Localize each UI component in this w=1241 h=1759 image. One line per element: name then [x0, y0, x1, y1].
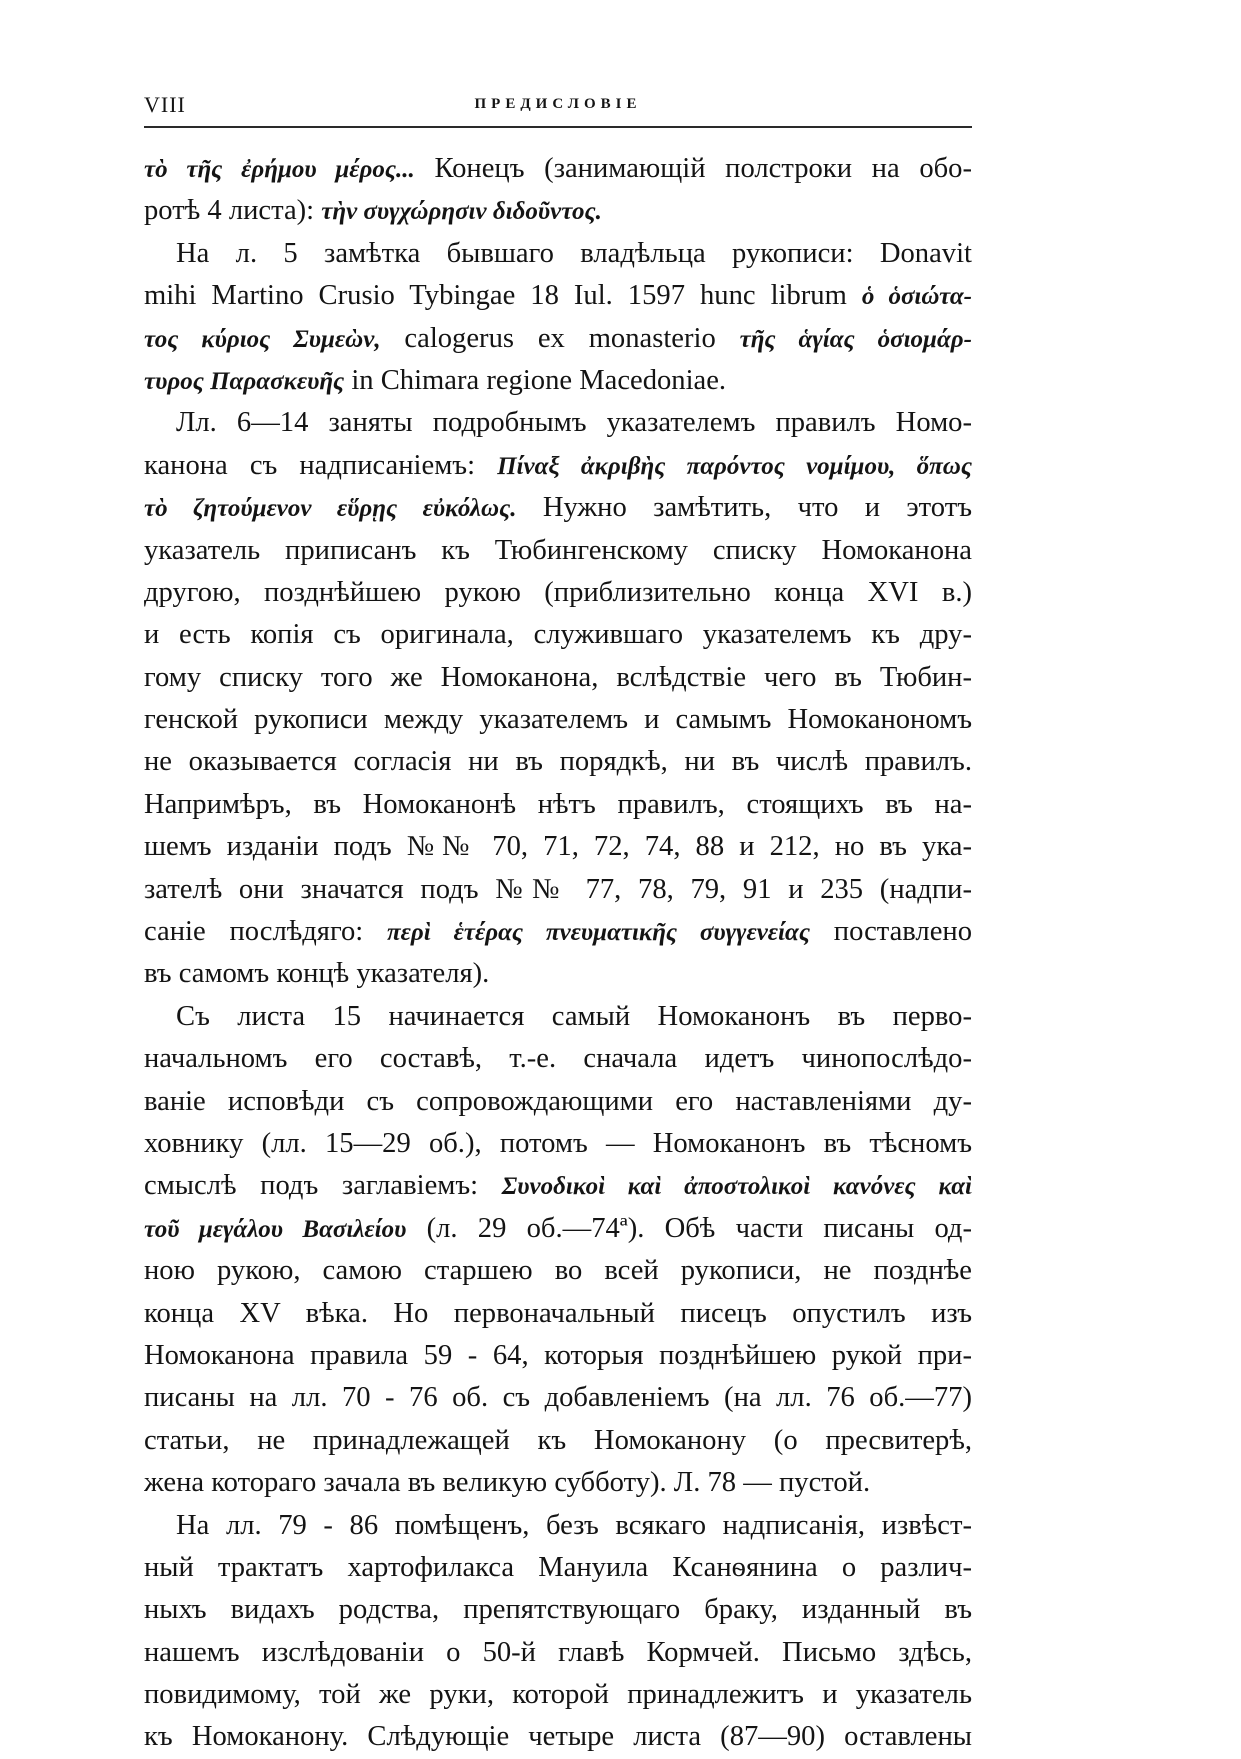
paragraph [144, 148, 972, 233]
text-segment: начальномъ его составѣ, т.-е. сначала идетъ чинопослѣдо- [144, 1043, 972, 1075]
greek-quotation: τὴν συγχώρησιν διδοῦντος. [321, 198, 602, 226]
text-line [144, 1123, 972, 1165]
text-line [144, 233, 972, 275]
text-line [144, 1420, 972, 1462]
text-line [144, 699, 972, 741]
greek-quotation: ὁ ὁσιώτα- [861, 283, 972, 311]
text-segment: нашемъ изслѣдованіи о 50-й главѣ Кормчей. Письмо здѣсь, [144, 1636, 972, 1668]
paragraph [144, 1505, 972, 1759]
text-line [144, 1632, 972, 1674]
text-segment: шемъ изданіи подъ №№ 70, 71, 72, 74, 88 и 212, но въ ука- [144, 831, 972, 863]
text-line [144, 741, 972, 783]
text-segment: саніе послѣдяго: [144, 916, 387, 948]
text-line [144, 530, 972, 572]
text-line [144, 1335, 972, 1377]
greek-quotation: τυρος Παρασκευῆς [144, 367, 345, 395]
text-line [144, 1674, 972, 1716]
text-segment: ротѣ 4 листа): [144, 195, 322, 227]
text-segment: гому списку того же Номоканона, вслѣдствіе чего въ Тюбин- [144, 661, 972, 693]
text-segment: in Chimara regione Macedoniae. [344, 364, 727, 396]
text-line [144, 784, 972, 826]
text-line [144, 1462, 972, 1504]
running-head [144, 92, 972, 128]
page [144, 92, 972, 1759]
greek-quotation: περὶ ἑτέρας πνευματικῆς συγγενείας [386, 919, 810, 947]
greek-quotation: τὸ ζητούμενον εὕρῃς εὐκόλως. [144, 495, 517, 523]
text-segment: ною рукою, самою старшею во всей рукописи, не позднѣе [144, 1255, 972, 1287]
text-segment: поставлено [809, 916, 972, 948]
text-segment: зателѣ они значатся подъ №№ 77, 78, 79, 91 и 235 (надпи- [144, 873, 972, 905]
text-line [144, 1165, 972, 1207]
text-segment: канона съ надписаніемъ: [144, 449, 498, 481]
text-segment: ный трактатъ хартофилакса Мануила Ксанѳянина о различ- [144, 1551, 972, 1583]
text-line [144, 148, 972, 190]
text-line [144, 1038, 972, 1080]
page-number: VIII [144, 92, 186, 117]
greek-quotation: τὸ τῆς ἐρήμου μέρος... [144, 156, 415, 183]
text-line [144, 1589, 972, 1631]
text-line [144, 953, 972, 995]
text-segment: Нужно замѣтить, что и этотъ [516, 492, 972, 524]
text-line [144, 869, 972, 911]
text-line [144, 572, 972, 614]
text-line [144, 360, 972, 402]
greek-quotation: τῆς ἁγίας ὁσιομάρ- [739, 325, 972, 353]
text-line [144, 614, 972, 656]
paragraph [144, 233, 972, 403]
text-line [144, 911, 972, 953]
text-segment: Конецъ (занимающій полстроки на обо- [414, 153, 972, 184]
text-segment: къ Номоканону. Слѣдующіе четыре листа (87—90) оставлены [144, 1721, 972, 1753]
text-segment: Напримѣръ, въ Номоканонѣ нѣтъ правилъ, стоящихъ въ на- [144, 788, 972, 820]
text-segment: На л. 5 замѣтка бывшаго владѣльца рукописи: Donavit [176, 237, 972, 269]
text-line [144, 826, 972, 868]
text-segment: повидимому, той же руки, которой принадлежитъ и указатель [144, 1679, 972, 1711]
text-line [144, 1208, 972, 1250]
text-segment: жена котораго зачала въ великую субботу). Л. 78 — пустой. [144, 1467, 871, 1499]
text-segment: въ самомъ концѣ указателя). [144, 958, 490, 990]
text-line [144, 1081, 972, 1123]
text-segment: генской рукописи между указателемъ и самымъ Номоканономъ [144, 704, 972, 736]
text-segment: ховнику (лл. 15—29 об.), потомъ — Номоканонъ въ тѣсномъ [144, 1127, 972, 1159]
text-segment: (л. 29 об.—74ª). Обѣ части писаны од- [406, 1212, 972, 1244]
text-line [144, 1505, 972, 1547]
text-line [144, 1547, 972, 1589]
text-segment: указатель приписанъ къ Тюбингенскому списку Номоканона [144, 534, 972, 566]
text-line [144, 487, 972, 529]
running-title: ПРЕДИСЛОВІЕ [474, 96, 642, 112]
body-text [144, 148, 972, 1759]
text-line [144, 190, 972, 232]
greek-quotation: τος κύριος Συμεὼν, [144, 325, 381, 353]
text-line [144, 445, 972, 487]
text-segment: смыслѣ подъ заглавіемъ: [144, 1170, 502, 1202]
text-line [144, 402, 972, 444]
text-line [144, 1377, 972, 1419]
text-segment: статьи, не принадлежащей къ Номоканону (о пресвитерѣ, [144, 1424, 972, 1456]
text-segment: Съ листа 15 начинается самый Номоканонъ въ перво- [176, 1000, 972, 1032]
text-line [144, 1293, 972, 1335]
paragraph [144, 402, 972, 995]
text-segment: calogerus ex monasterio [380, 322, 740, 354]
text-segment: Номоканона правила 59 - 64, которыя позднѣйшею рукой при- [144, 1339, 972, 1371]
text-line [144, 1716, 972, 1758]
text-line [144, 318, 972, 360]
greek-quotation: Πίναξ ἀκριβὴς παρόντος νομίμου, ὅπως [497, 452, 972, 480]
text-line [144, 996, 972, 1038]
text-segment: и есть копія съ оригинала, служившаго указателемъ къ дру- [144, 619, 972, 651]
text-segment: ныхъ видахъ родства, препятствующаго браку, изданный въ [144, 1594, 972, 1626]
text-segment: не оказывается согласія ни въ порядкѣ, ни въ числѣ правилъ. [144, 746, 972, 778]
text-segment: Лл. 6—14 заняты подробнымъ указателемъ правилъ Номо- [176, 407, 972, 439]
text-line [144, 275, 972, 317]
text-segment: конца XV вѣка. Но первоначальный писецъ опустилъ изъ [144, 1297, 972, 1329]
text-segment: другою, позднѣйшею рукою (приблизительно конца XVI в.) [144, 576, 972, 608]
greek-quotation: Συνοδικοὶ καὶ ἀποστολικοὶ κανόνες καὶ [501, 1173, 972, 1201]
text-segment: ваніе исповѣди съ сопровождающими его наставленіями ду- [144, 1085, 972, 1117]
greek-quotation: τοῦ μεγάλου Βασιλείου [144, 1215, 407, 1243]
text-line [144, 657, 972, 699]
text-line [144, 1250, 972, 1292]
paragraph [144, 996, 972, 1505]
text-segment: писаны на лл. 70 - 76 об. съ добавленіемъ (на лл. 76 об.—77) [144, 1382, 972, 1414]
text-segment: mihi Martino Crusio Tybingae 18 Iul. 1597 hunc librum [144, 280, 862, 312]
text-segment: На лл. 79 - 86 помѣщенъ, безъ всякаго надписанія, извѣст- [176, 1509, 972, 1541]
